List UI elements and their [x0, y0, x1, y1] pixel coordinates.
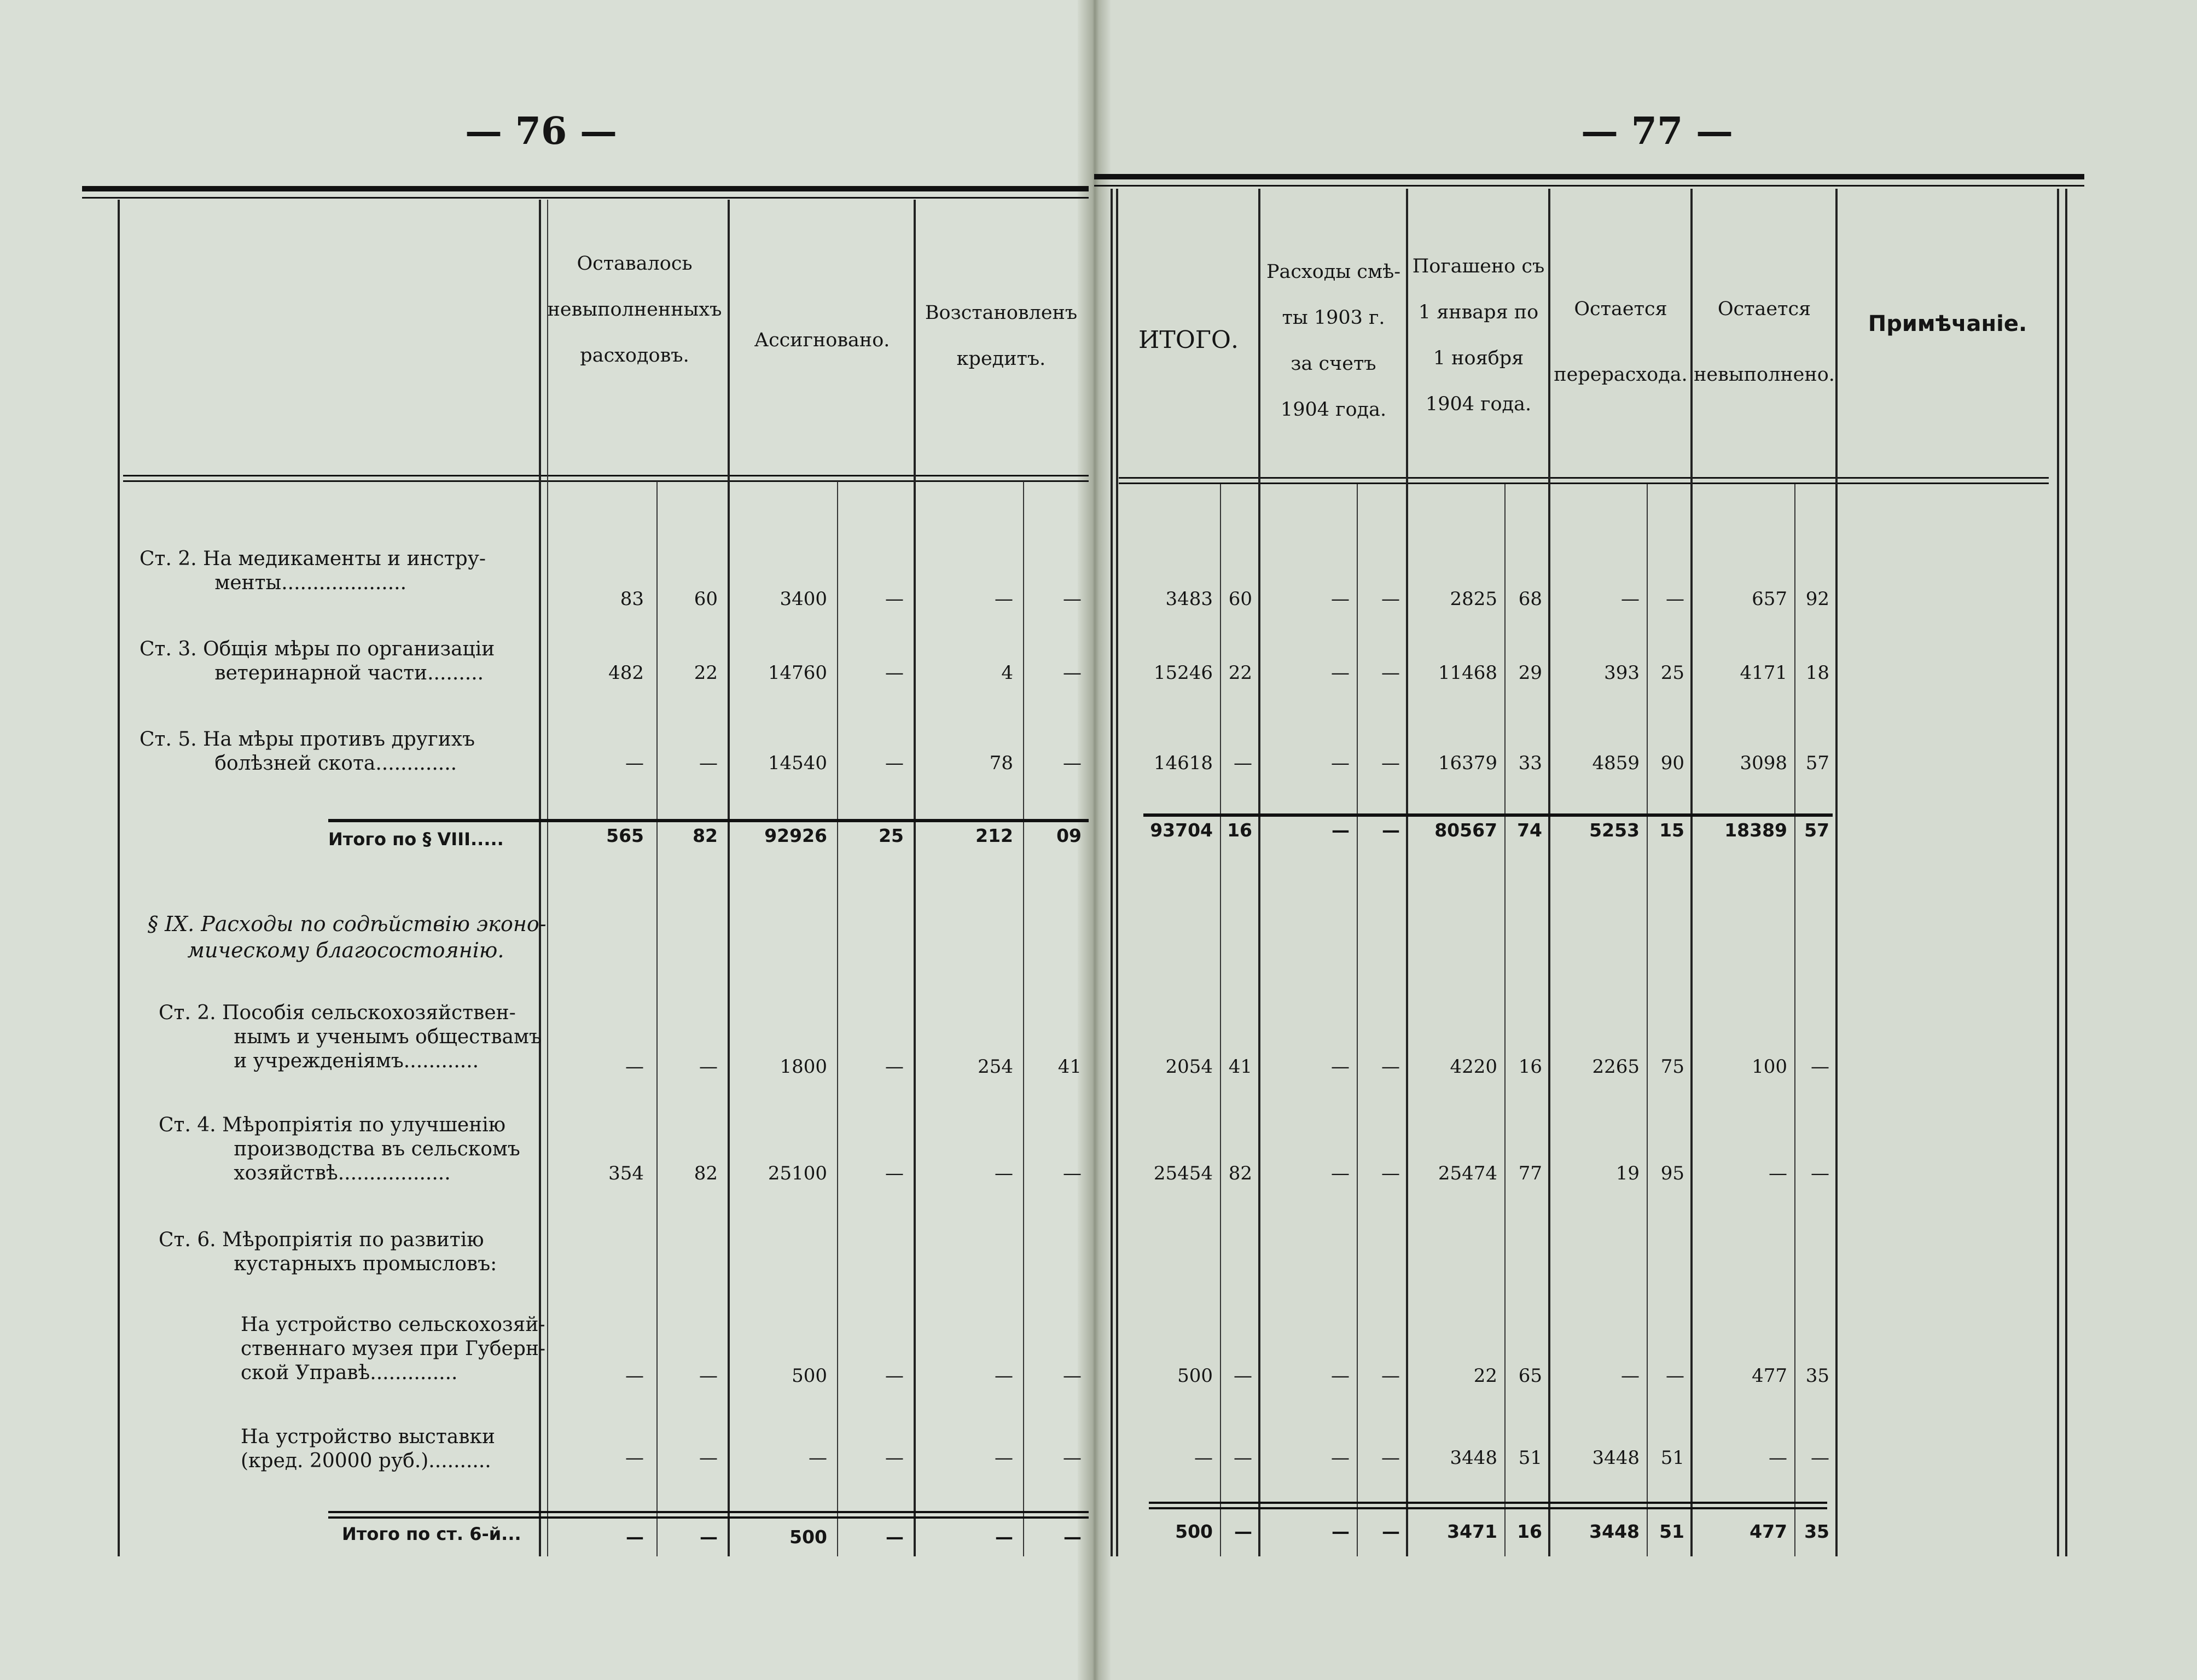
total-6-rule-left: [328, 1511, 1089, 1513]
left-kopek-divider: [837, 481, 838, 1556]
left-col-divider: [914, 200, 916, 1556]
cell-r2-right-4-rub: 4171: [1740, 662, 1787, 684]
cell-r4-left-2-kop: 41: [1057, 1056, 1082, 1078]
right-kopek-divider: [1220, 484, 1221, 1556]
row-label-medicines: Ст. 2. На медикаменты и инстру- менты....................: [140, 548, 486, 594]
cell-r2-right-2-kop: 29: [1518, 662, 1542, 684]
cell-total6-left-0-rub: —: [626, 1526, 644, 1548]
cell-total8-right-2-rub: 80567: [1434, 819, 1497, 841]
total-label-art-6: Итого по ст. 6-й...: [342, 1524, 521, 1544]
cell-total6-left-2-rub: —: [995, 1526, 1013, 1548]
cell-r7-right-3-kop: —: [1666, 1365, 1684, 1387]
cell-r4-left-1-rub: 1800: [780, 1056, 827, 1078]
cell-r4-right-3-rub: 2265: [1592, 1056, 1640, 1078]
right-border: [1111, 189, 1113, 1556]
left-page-number: — 76 —: [465, 109, 617, 153]
cell-r4-right-4-kop: —: [1811, 1056, 1829, 1078]
cell-r1-left-2-kop: —: [1063, 588, 1082, 610]
cell-r1-right-2-rub: 2825: [1450, 588, 1497, 610]
cell-r7-right-1-kop: —: [1381, 1365, 1400, 1387]
right-kopek-divider: [1357, 484, 1358, 1556]
cell-total8-right-3-rub: 5253: [1589, 819, 1640, 841]
cell-r5-right-3-rub: 19: [1615, 1162, 1640, 1184]
cell-r7-right-0-rub: 500: [1177, 1365, 1213, 1387]
cell-r8-right-2-rub: 3448: [1450, 1447, 1497, 1469]
cell-total8-left-2-kop: 09: [1056, 825, 1082, 846]
cell-r3-right-1-kop: —: [1381, 752, 1400, 774]
left-kopek-divider: [1023, 481, 1024, 1556]
cell-total6-left-2-kop: —: [1063, 1526, 1082, 1548]
cell-r4-right-3-kop: 75: [1660, 1056, 1684, 1078]
cell-r3-left-0-rub: —: [625, 752, 644, 774]
row-label-production: Ст. 4. Мѣропріятія по улучшенію производства въ сельскомъ хозяйствѣ..................: [159, 1114, 520, 1184]
row-label-museum: На устройство сельскохозяй- ственнаго музея при Губерн- ской Управѣ..............: [241, 1313, 546, 1384]
cell-r7-right-4-rub: 477: [1752, 1365, 1787, 1387]
cell-r3-left-1-rub: 14540: [768, 752, 827, 774]
cell-r5-right-4-rub: —: [1769, 1162, 1787, 1184]
cell-total6-right-2-rub: 3471: [1447, 1521, 1497, 1542]
cell-r8-right-0-kop: —: [1234, 1447, 1252, 1469]
cell-r7-right-1-rub: —: [1331, 1365, 1350, 1387]
left-header-rule: [123, 475, 1089, 476]
row-label-grants: Ст. 2. Пособія сельскохозяйствен- нымъ и ученымъ обществамъ и учрежденіямъ............: [159, 1002, 542, 1072]
cell-r8-right-1-rub: —: [1331, 1447, 1350, 1469]
cell-r3-right-2-rub: 16379: [1438, 752, 1497, 774]
row-label-exhibition: На устройство выставки (кред. 20000 руб.)..........: [241, 1426, 495, 1472]
cell-r2-right-0-rub: 15246: [1153, 662, 1213, 684]
cell-r4-right-1-kop: —: [1381, 1056, 1400, 1078]
cell-r5-left-1-kop: —: [885, 1162, 904, 1184]
cell-r4-right-2-kop: 16: [1518, 1056, 1542, 1078]
cell-total8-right-1-kop: —: [1382, 819, 1400, 841]
cell-r5-right-0-kop: 82: [1228, 1162, 1252, 1184]
cell-r3-left-1-kop: —: [885, 752, 904, 774]
cell-r2-right-1-rub: —: [1331, 662, 1350, 684]
cell-total8-left-0-kop: 82: [693, 825, 718, 846]
cell-r2-right-4-kop: 18: [1805, 662, 1829, 684]
cell-r1-left-0-kop: 60: [694, 588, 718, 610]
cell-r2-left-1-kop: —: [885, 662, 904, 684]
cell-total6-right-2-kop: 16: [1517, 1521, 1542, 1542]
cell-r8-right-0-rub: —: [1194, 1447, 1213, 1469]
cell-total6-left-0-kop: —: [700, 1526, 718, 1548]
cell-r8-left-1-kop: —: [885, 1447, 904, 1469]
total-6-rule-left-2: [328, 1516, 1089, 1519]
right-page-number: — 77 —: [1581, 109, 1733, 153]
cell-r7-right-2-rub: 22: [1473, 1365, 1497, 1387]
cell-total8-left-0-rub: 565: [606, 825, 644, 846]
left-kopek-divider: [656, 481, 658, 1556]
cell-r8-right-3-kop: 51: [1660, 1447, 1684, 1469]
cell-r3-left-2-rub: 78: [989, 752, 1013, 774]
cell-r7-left-1-kop: —: [885, 1365, 904, 1387]
cell-r1-right-0-rub: 3483: [1165, 588, 1213, 610]
cell-r8-left-1-rub: —: [809, 1447, 827, 1469]
cell-r7-left-1-rub: 500: [792, 1365, 827, 1387]
right-kopek-divider: [1794, 484, 1795, 1556]
cell-r5-left-0-kop: 82: [694, 1162, 718, 1184]
cell-r1-right-1-rub: —: [1331, 588, 1350, 610]
total-8-rule-right: [1143, 813, 1833, 817]
cell-r3-right-3-kop: 90: [1660, 752, 1684, 774]
cell-r7-right-4-kop: 35: [1805, 1365, 1829, 1387]
left-top-rule-thin: [82, 197, 1089, 199]
cell-r8-right-4-kop: —: [1811, 1447, 1829, 1469]
cell-total6-right-0-rub: 500: [1175, 1521, 1213, 1542]
cell-r5-right-0-rub: 25454: [1153, 1162, 1213, 1184]
cell-r4-right-1-rub: —: [1331, 1056, 1350, 1078]
cell-r5-right-2-rub: 25474: [1438, 1162, 1497, 1184]
cell-r3-right-4-rub: 3098: [1740, 752, 1787, 774]
cell-r8-left-2-rub: —: [995, 1447, 1013, 1469]
total-label-section-8: Итого по § VIII.....: [328, 829, 504, 850]
cell-r8-right-2-kop: 51: [1518, 1447, 1542, 1469]
header-paid-off: Погашено съ 1 января по 1 ноября 1904 года.: [1412, 255, 1545, 415]
cell-r7-left-0-kop: —: [699, 1365, 718, 1387]
cell-total8-right-2-kop: 74: [1517, 819, 1542, 841]
cell-r4-right-2-rub: 4220: [1450, 1056, 1497, 1078]
header-unfulfilled: Остается невыполнено.: [1694, 298, 1835, 386]
cell-r3-right-4-kop: 57: [1805, 752, 1829, 774]
right-page: [1091, 0, 2197, 1680]
right-col-divider: [1690, 189, 1693, 1556]
cell-r7-right-2-kop: 65: [1518, 1365, 1542, 1387]
cell-total6-right-3-kop: 51: [1659, 1521, 1684, 1542]
cell-r7-left-2-rub: —: [995, 1365, 1013, 1387]
cell-total6-left-1-kop: —: [886, 1526, 904, 1548]
cell-r1-left-1-rub: 3400: [780, 588, 827, 610]
header-note: Примѣчаніе.: [1868, 311, 2027, 336]
cell-r1-right-3-kop: —: [1666, 588, 1684, 610]
cell-r2-left-2-rub: 4: [1001, 662, 1013, 684]
cell-r4-right-0-rub: 2054: [1165, 1056, 1213, 1078]
cell-r4-left-0-rub: —: [625, 1056, 644, 1078]
cell-r1-right-4-kop: 92: [1805, 588, 1829, 610]
cell-r8-left-0-rub: —: [625, 1447, 644, 1469]
total-6-rule-right-2: [1149, 1507, 1827, 1509]
cell-r2-right-0-kop: 22: [1228, 662, 1252, 684]
header-remained-unfulfilled: Оставалось невыполненныхъ расходовъ.: [547, 253, 722, 367]
right-border-2: [1116, 189, 1118, 1556]
right-top-rule-thin: [1094, 185, 2084, 187]
cell-total6-right-1-kop: —: [1382, 1521, 1400, 1542]
cell-r2-right-2-rub: 11468: [1438, 662, 1497, 684]
cell-r3-right-2-kop: 33: [1518, 752, 1542, 774]
row-label-other-diseases: Ст. 5. На мѣры противъ другихъ болѣзней скота.............: [140, 728, 475, 775]
cell-r1-right-4-rub: 657: [1752, 588, 1787, 610]
cell-total6-right-4-rub: 477: [1750, 1521, 1787, 1542]
cell-total6-right-0-kop: —: [1234, 1521, 1252, 1542]
cell-total8-right-3-kop: 15: [1659, 819, 1684, 841]
right-col-divider: [1258, 189, 1260, 1556]
cell-r5-right-1-kop: —: [1381, 1162, 1400, 1184]
cell-r3-right-0-kop: —: [1234, 752, 1252, 774]
row-label-vet-organization: Ст. 3. Общія мѣры по организаціи ветеринарной части.........: [140, 638, 495, 684]
header-overrun: Остается перерасхода.: [1554, 298, 1688, 386]
cell-total8-left-1-rub: 92926: [764, 825, 827, 846]
book-gutter: [1078, 0, 1111, 1680]
cell-r8-right-1-kop: —: [1381, 1447, 1400, 1469]
cell-r5-left-2-rub: —: [995, 1162, 1013, 1184]
left-col-divider-thin: [547, 200, 548, 1556]
cell-r2-left-1-rub: 14760: [768, 662, 827, 684]
cell-total6-right-3-rub: 3448: [1589, 1521, 1640, 1542]
right-outer-border-2: [2065, 189, 2067, 1556]
right-outer-border: [2057, 189, 2059, 1556]
cell-r4-left-2-rub: 254: [978, 1056, 1013, 1078]
cell-r1-right-1-kop: —: [1381, 588, 1400, 610]
cell-total8-left-2-rub: 212: [975, 825, 1013, 846]
cell-r5-right-4-kop: —: [1811, 1162, 1829, 1184]
left-top-rule: [82, 186, 1089, 191]
cell-r2-left-2-kop: —: [1063, 662, 1082, 684]
cell-r5-right-3-kop: 95: [1660, 1162, 1684, 1184]
cell-r8-right-4-rub: —: [1769, 1447, 1787, 1469]
header-total: ИТОГО.: [1138, 326, 1239, 354]
cell-total8-right-1-rub: —: [1332, 819, 1350, 841]
cell-r1-right-2-kop: 68: [1518, 588, 1542, 610]
cell-r2-right-3-rub: 393: [1604, 662, 1640, 684]
cell-r3-left-2-kop: —: [1063, 752, 1082, 774]
total-6-rule-right: [1149, 1502, 1827, 1504]
right-col-divider: [1548, 189, 1550, 1556]
cell-r8-left-2-kop: —: [1063, 1447, 1082, 1469]
left-header-rule-2: [123, 480, 1089, 482]
cell-r8-left-0-kop: —: [699, 1447, 718, 1469]
cell-r1-left-2-rub: —: [995, 588, 1013, 610]
cell-total8-right-0-rub: 93704: [1150, 819, 1213, 841]
cell-r1-left-0-rub: 83: [620, 588, 644, 610]
cell-r4-left-1-kop: —: [885, 1056, 904, 1078]
cell-r4-right-0-kop: 41: [1228, 1056, 1252, 1078]
section-9-heading: § IX. Расходы по содѣйствію эконо- мическому благосостоянію.: [148, 912, 547, 962]
cell-r2-left-0-rub: 482: [608, 662, 644, 684]
cell-r3-right-3-rub: 4859: [1592, 752, 1640, 774]
cell-r4-left-0-kop: —: [699, 1056, 718, 1078]
header-assigned: Ассигновано.: [754, 329, 890, 351]
row-label-crafts: Ст. 6. Мѣропріятія по развитію кустарныхъ промысловъ:: [159, 1229, 497, 1275]
cell-r8-right-3-rub: 3448: [1592, 1447, 1640, 1469]
cell-r5-left-1-rub: 25100: [768, 1162, 827, 1184]
cell-r2-left-0-kop: 22: [694, 662, 718, 684]
right-kopek-divider: [1647, 484, 1648, 1556]
cell-r2-right-1-kop: —: [1381, 662, 1400, 684]
cell-r7-left-2-kop: —: [1063, 1365, 1082, 1387]
cell-total6-right-1-rub: —: [1332, 1521, 1350, 1542]
cell-total8-right-0-kop: 16: [1227, 819, 1252, 841]
cell-r3-right-0-rub: 14618: [1153, 752, 1213, 774]
right-kopek-divider: [1504, 484, 1506, 1556]
cell-r1-right-0-kop: 60: [1228, 588, 1252, 610]
cell-r1-left-1-kop: —: [885, 588, 904, 610]
cell-r5-left-2-kop: —: [1063, 1162, 1082, 1184]
total-8-rule-left: [328, 819, 1089, 822]
cell-total8-left-1-kop: 25: [879, 825, 904, 846]
cell-r1-right-3-rub: —: [1621, 588, 1640, 610]
cell-r5-left-0-rub: 354: [608, 1162, 644, 1184]
cell-r4-right-4-rub: 100: [1752, 1056, 1787, 1078]
cell-total6-left-1-rub: 500: [789, 1526, 827, 1548]
cell-r7-right-0-kop: —: [1234, 1365, 1252, 1387]
cell-total6-right-4-kop: 35: [1804, 1521, 1829, 1542]
cell-r7-left-0-rub: —: [625, 1365, 644, 1387]
left-border: [118, 200, 120, 1556]
cell-r3-left-0-kop: —: [699, 752, 718, 774]
cell-r7-right-3-rub: —: [1621, 1365, 1640, 1387]
cell-total8-right-4-rub: 18389: [1724, 819, 1787, 841]
right-col-divider: [1406, 189, 1408, 1556]
cell-r3-right-1-rub: —: [1331, 752, 1350, 774]
cell-r5-right-2-kop: 77: [1518, 1162, 1542, 1184]
header-expenses-1903: Расходы смѣ- ты 1903 г. за счетъ 1904 года.: [1266, 261, 1401, 421]
cell-total8-right-4-kop: 57: [1804, 819, 1829, 841]
left-col-divider: [728, 200, 730, 1556]
cell-r2-right-3-kop: 25: [1660, 662, 1684, 684]
right-col-divider: [1835, 189, 1838, 1556]
cell-r5-right-1-rub: —: [1331, 1162, 1350, 1184]
right-top-rule: [1094, 174, 2084, 179]
header-restored-credit: Возстановленъ кредитъ.: [925, 302, 1078, 370]
